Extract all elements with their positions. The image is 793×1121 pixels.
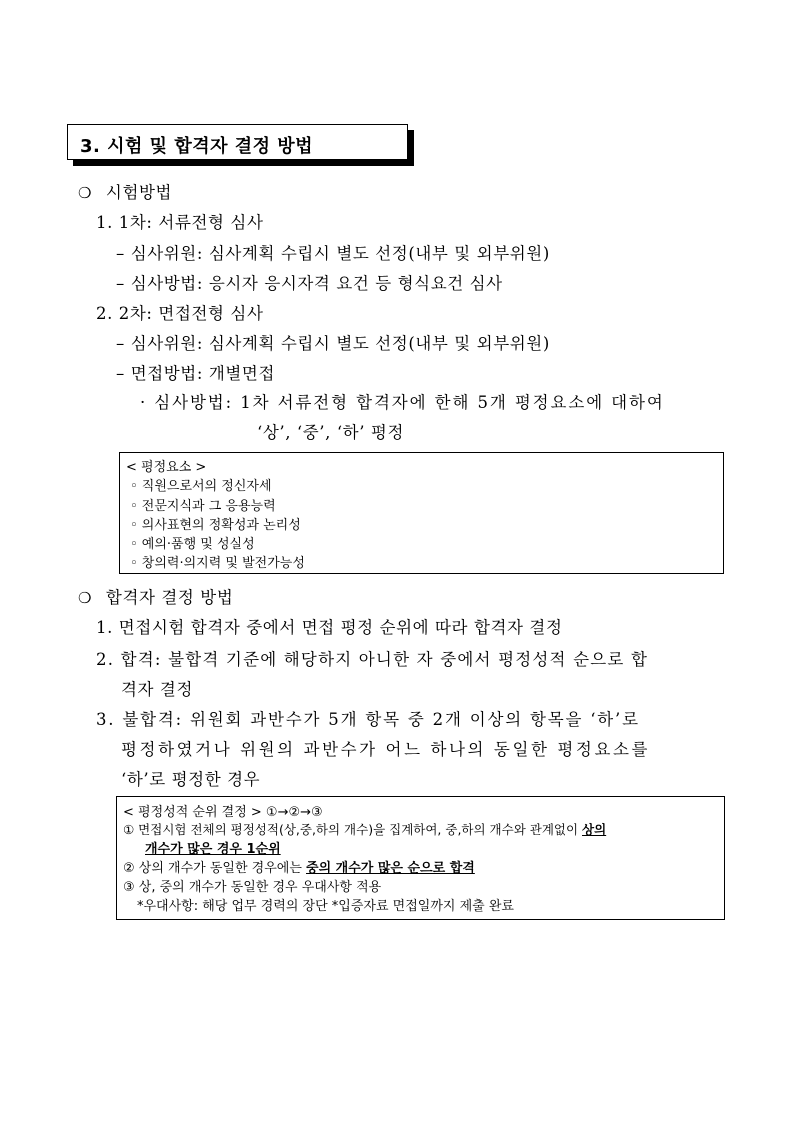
ranking-rule-2 bbox=[123, 857, 475, 876]
ranking-preference-note: *우대사항: 해당 업무 경력의 장단 *입증자료 면접일까지 제출 완료 bbox=[137, 899, 514, 914]
ranking-rule-3: ③ 상, 중의 개수가 동일한 경우 우대사항 적용 bbox=[123, 880, 382, 895]
exam-method-heading bbox=[78, 179, 172, 203]
stage2-item-1: – 심사위원: 심사계획 수립시 별도 선정(내부 및 외부위원) bbox=[116, 334, 550, 353]
stage2-sub-line-1: · 심사방법: 1차 서류전형 합격자에 한해 5개 평정요소에 대하여 bbox=[140, 393, 665, 412]
stage2-item-2: – 면접방법: 개별면접 bbox=[116, 364, 276, 383]
circle-bullet-icon: ❍ bbox=[78, 589, 93, 607]
evaluation-factor-2: ◦ 전문지식과 그 응용능력 bbox=[130, 499, 276, 514]
section-title-box bbox=[67, 124, 416, 168]
pass-item-1: 1. 면접시험 합격자 중에서 면접 평정 순위에 따라 합격자 결정 bbox=[96, 618, 563, 637]
ranking-rule-2-text: ② 상의 개수가 동일한 경우에는 bbox=[123, 861, 307, 876]
stage1-item-2: – 심사방법: 응시자 응시자격 요건 등 형식요건 심사 bbox=[116, 274, 503, 293]
pass-item-3-line-2: 평정하였거나 위원의 과반수가 어느 하나의 동일한 평정요소를 bbox=[121, 740, 651, 759]
ranking-box-header: < 평정성적 순위 결정 > ①→②→③ bbox=[123, 805, 323, 820]
ranking-rule-1-emphasis: 상의 bbox=[582, 822, 607, 837]
evaluation-factor-1: ◦ 직원으로서의 정신자세 bbox=[130, 479, 272, 494]
stage1-item-1: – 심사위원: 심사계획 수립시 별도 선정(내부 및 외부위원) bbox=[116, 244, 550, 263]
ranking-rule-1-line-2: 개수가 많은 경우 1순위 bbox=[145, 842, 281, 857]
exam-method-label: 시험방법 bbox=[105, 183, 173, 202]
evaluation-factor-3: ◦ 의사표현의 정확성과 논리성 bbox=[130, 518, 301, 533]
section-title: 3. 시험 및 합격자 결정 방법 bbox=[80, 136, 314, 157]
stage2-sub-line-2: ‘상’, ‘중’, ‘하’ 평정 bbox=[257, 423, 404, 442]
pass-item-3-line-3: ‘하’로 평정한 경우 bbox=[121, 770, 261, 789]
pass-item-2-line-2: 격자 결정 bbox=[121, 680, 194, 699]
ranking-rule-1-text: ① 면접시험 전체의 평정성적(상,중,하의 개수)을 집계하여, 중,하의 개수와 관계없이 bbox=[123, 822, 583, 837]
pass-decision-label: 합격자 결정 방법 bbox=[105, 588, 234, 607]
circle-bullet-icon: ❍ bbox=[78, 184, 93, 202]
ranking-rule-2-emphasis: 중의 개수가 많은 순으로 합격 bbox=[306, 861, 475, 876]
evaluation-factor-4: ◦ 예의·품행 및 성실성 bbox=[130, 537, 255, 552]
evaluation-factor-5: ◦ 창의력·의지력 및 발전가능성 bbox=[130, 556, 305, 571]
pass-item-3-line-1: 3. 불합격: 위원회 과반수가 5개 항목 중 2개 이상의 항목을 ‘하’로 bbox=[96, 710, 640, 729]
evaluation-factors-box bbox=[119, 452, 724, 574]
pass-item-2-line-1: 2. 합격: 불합격 기준에 해당하지 아니한 자 중에서 평정성적 순으로 합 bbox=[96, 650, 649, 669]
ranking-rule-1-line-1 bbox=[123, 820, 606, 838]
title-frame bbox=[67, 124, 408, 160]
ranking-rules-box bbox=[116, 796, 725, 920]
evaluation-box-header: < 평정요소 > bbox=[126, 460, 207, 475]
stage1-title: 1. 1차: 서류전형 심사 bbox=[96, 213, 264, 232]
pass-decision-heading bbox=[78, 584, 233, 608]
stage2-title: 2. 2차: 면접전형 심사 bbox=[96, 304, 264, 323]
